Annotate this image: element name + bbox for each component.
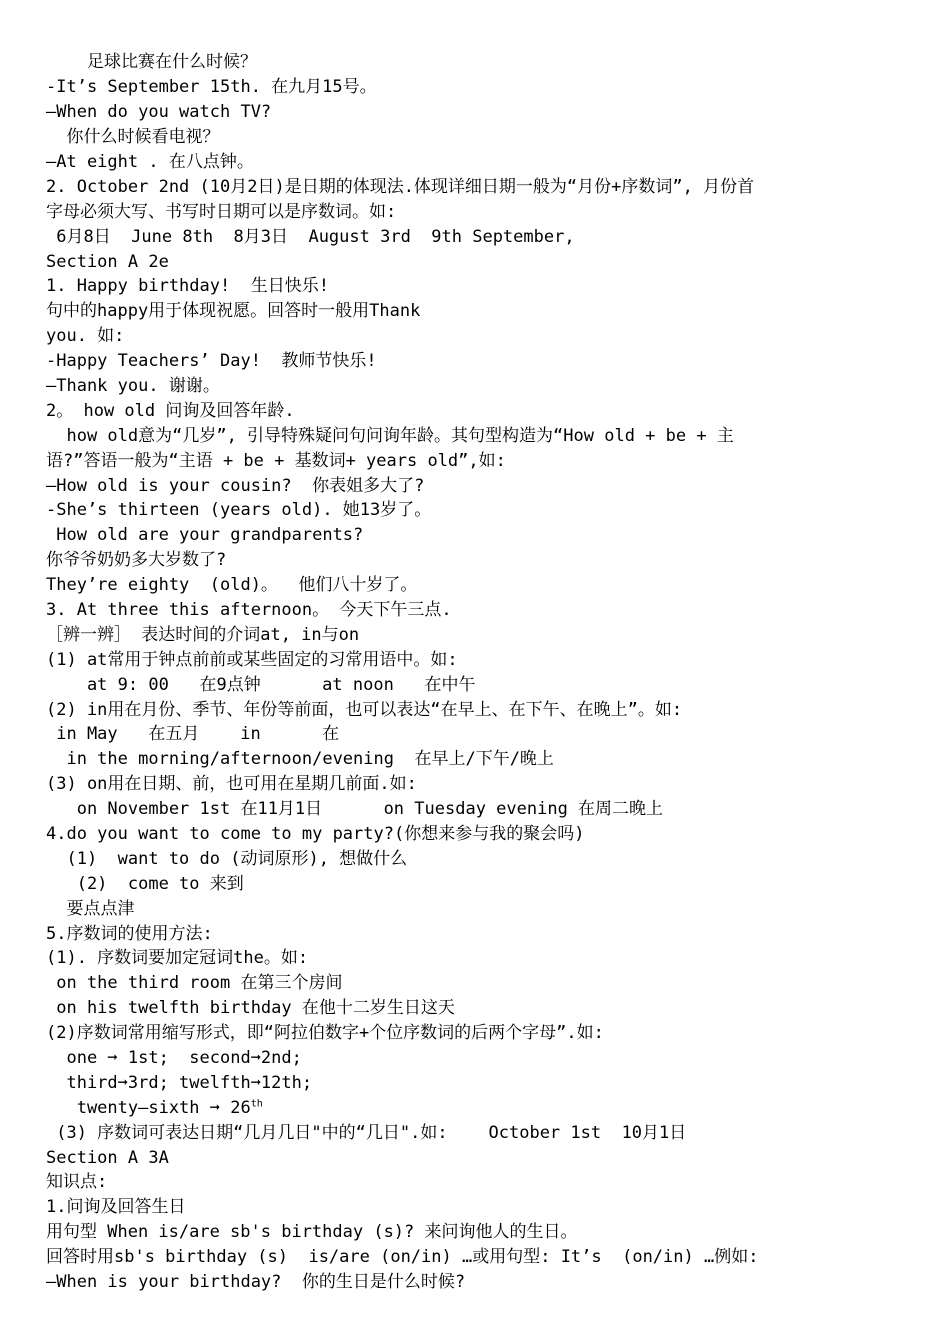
text-line: —Thank you. 谢谢。 [46,376,220,396]
text-line [46,1096,910,1121]
text-line: (3) on用在日期、前，也可用在星期几前面.如: [46,774,417,794]
text-line: (1). 序数词要加定冠词the。如: [46,948,309,968]
text-line: 回答时用sb's birthday (s) is/are (on/in) …或用句型: It’s (on/in) …例如: [46,1247,759,1267]
text-line: in the morning/afternoon/evening 在早上/下午/晚上 [46,749,554,769]
text-line: 2. October 2nd (10月2日)是日期的体现法.体现详细日期一般为“月份+序数词”, 月份首 [46,177,755,197]
section-heading: Section A 2e [46,252,169,272]
text-line: 句中的happy用于体现祝愿。回答时一般用Thank [46,301,421,321]
text-line: 2。 how old 问询及回答年龄. [46,401,295,421]
text-line: (2) in用在月份、季节、年份等前面，也可以表达“在早上、在下午、在晚上”。如: [46,700,683,720]
text-line: 1.问询及回答生日 [46,1197,186,1217]
text-line-main: twenty—sixth ➞ 26 [46,1098,251,1118]
text-line: —When is your birthday? 你的生日是什么时候? [46,1272,466,1292]
text-line: 字母必须大写、书写时日期可以是序数词。如: [46,202,397,222]
text-line: 3. At three this afternoon。 今天下午三点. [46,600,452,620]
text-line: on November 1st 在11月1日 on Tuesday evening 在周二晚上 [46,799,664,819]
text-line: -She’s thirteen (years old). 她13岁了。 [46,500,432,520]
text-line: 你什么时候看电视？ [46,127,220,147]
text-line: (2)序数词常用缩写形式，即“阿拉伯数字+个位序数词的后两个字母”.如: [46,1023,604,1043]
section-heading: Section A 3A [46,1148,169,1168]
text-line: -It’s September 15th. 在九月15号。 [46,77,377,97]
ordinal-superscript: th [250,1098,263,1110]
text-line: in May 在五月 in 在 [46,724,340,744]
text-line: you. 如: [46,326,125,346]
text-line: -Happy Teachers’ Day! 教师节快乐! [46,351,377,371]
text-line: ［辨一辨］ 表达时间的介词at, in与on [46,625,360,645]
text-line: (3) 序数词可表达日期“几月几日"中的“几日".如: October 1st 10月1日 [46,1123,687,1143]
text-line: 你爷爷奶奶多大岁数了? [46,550,227,570]
text-line: 4.do you want to come to my party?(你想来参与我的聚会吗) [46,824,585,844]
text-line: one ➞ 1st; second➞2nd; [46,1048,302,1068]
text-line: 要点点津 [46,899,135,919]
text-line: 知识点: [46,1172,108,1192]
text-line: (1) at常用于钟点前前或某些固定的习常用语中。如: [46,650,458,670]
text-line: on the third room 在第三个房间 [46,973,343,993]
text-line: —At eight . 在八点钟。 [46,152,254,172]
text-line: how old意为“几岁”, 引导特殊疑问句问询年龄。其句型构造为“How old + be + 主 [46,426,734,446]
text-line: 足球比赛在什么时候？ [46,52,257,72]
text-line: at 9: 00 在9点钟 at noon 在中午 [46,675,476,695]
text-line: (1) want to do (动词原形), 想做什么 [46,849,408,869]
text-line: —When do you watch TV? [46,102,272,122]
text-line: How old are your grandparents? [46,525,364,545]
text-line: on his twelfth birthday 在他十二岁生日这天 [46,998,455,1018]
text-line: 1. Happy birthday! 生日快乐! [46,276,329,296]
text-line: 5.序数词的使用方法: [46,924,213,944]
text-line: —How old is your cousin? 你表姐多大了? [46,476,425,496]
text-line: 6月8日 June 8th 8月3日 August 3rd 9th September, [46,227,575,247]
text-line: (2) come to 来到 [46,874,244,894]
text-line: 用句型 When is/are sb's birthday (s)? 来问询他人的生日。 [46,1222,578,1242]
text-line: 语?”答语一般为“主语 + be + 基数词+ years old”,如: [46,451,506,471]
text-line: third➞3rd; twelfth➞12th; [46,1073,313,1093]
text-line: They’re eighty (old)。 他们八十岁了。 [46,575,418,595]
